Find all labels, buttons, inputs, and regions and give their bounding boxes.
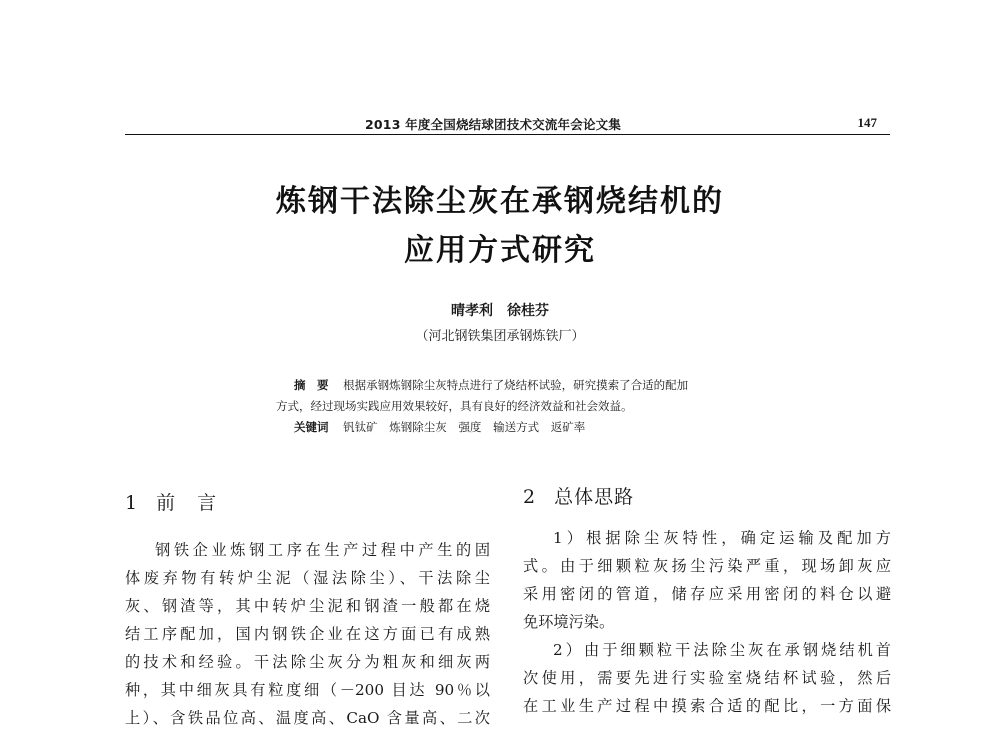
text-line: 结工序配加，国内钢铁企业在这方面已有成熟 bbox=[125, 625, 490, 643]
text-line: 上）、含铁品位高、温度高、CaO 含量高、二次 bbox=[125, 709, 490, 727]
affiliation: （河北钢铁集团承钢炼铁厂） bbox=[415, 329, 585, 344]
abstract-label: 摘 要 bbox=[294, 378, 329, 392]
section-title: 前言 bbox=[156, 492, 239, 514]
section-title: 总体思路 bbox=[554, 486, 635, 508]
text-line: 次使用，需要先进行实验室烧结杯试验，然后 bbox=[523, 669, 891, 687]
journal-title: 2013 年度全国烧结球团技术交流年会论文集 bbox=[365, 117, 622, 132]
authors: 晴孝利 徐桂芬 bbox=[451, 303, 549, 319]
header-rule bbox=[125, 134, 890, 135]
text-line: 2）由于细颗粒干法除尘灰在承钢烧结机首 bbox=[553, 641, 891, 659]
keyword: 强度 bbox=[458, 420, 482, 434]
keyword: 返矿率 bbox=[550, 420, 586, 434]
keywords-label: 关键词 bbox=[294, 420, 329, 434]
abstract-text-1: 根据承钢炼钢除尘灰特点进行了烧结杯试验，研究摸索了合适的配加 bbox=[343, 378, 689, 392]
keyword: 输送方式 bbox=[493, 420, 540, 434]
section-2-heading bbox=[523, 482, 634, 509]
section-2-body bbox=[523, 524, 891, 720]
text-line: 1）根据除尘灰特性，确定运输及配加方 bbox=[553, 529, 891, 547]
text-line: 灰、钢渣等，其中转炉尘泥和钢渣一般都在烧 bbox=[125, 597, 490, 615]
abstract-text-2: 方式，经过现场实践应用效果较好，具有良好的经济效益和社会效益。 bbox=[276, 399, 633, 413]
text-line: 的技术和经验。干法除尘灰分为粗灰和细灰两 bbox=[125, 653, 490, 671]
paper-title-line-2: 应用方式研究 bbox=[404, 233, 596, 268]
text-line: 式。由于细颗粒灰扬尘污染严重，现场卸灰应 bbox=[523, 557, 891, 575]
text-line: 体废弃物有转炉尘泥（湿法除尘）、干法除尘 bbox=[125, 569, 490, 587]
abstract-block bbox=[276, 375, 766, 438]
keyword: 钒钛矿 bbox=[343, 420, 378, 434]
paper-title-line-1: 炼钢干法除尘灰在承钢烧结机的 bbox=[276, 184, 724, 219]
running-header bbox=[125, 112, 877, 134]
page-number: 147 bbox=[857, 115, 877, 130]
text-line: 免环境污染。 bbox=[523, 613, 615, 631]
keywords-line bbox=[276, 417, 766, 438]
abstract-line-1 bbox=[276, 375, 766, 396]
text-line: 采用密闭的管道，储存应采用密闭的料仓以避 bbox=[523, 585, 891, 603]
section-1-body bbox=[125, 536, 490, 732]
text-line: 钢铁企业炼钢工序在生产过程中产生的固 bbox=[155, 541, 490, 559]
text-line: 在工业生产过程中摸索合适的配比，一方面保 bbox=[523, 697, 891, 715]
keyword: 炼钢除尘灰 bbox=[389, 420, 447, 434]
text-line: 种，其中细灰具有粒度细（－200 目达 90％以 bbox=[125, 681, 490, 699]
section-1-heading bbox=[125, 488, 238, 515]
section-number: 1 bbox=[125, 492, 139, 514]
section-number: 2 bbox=[523, 486, 537, 508]
